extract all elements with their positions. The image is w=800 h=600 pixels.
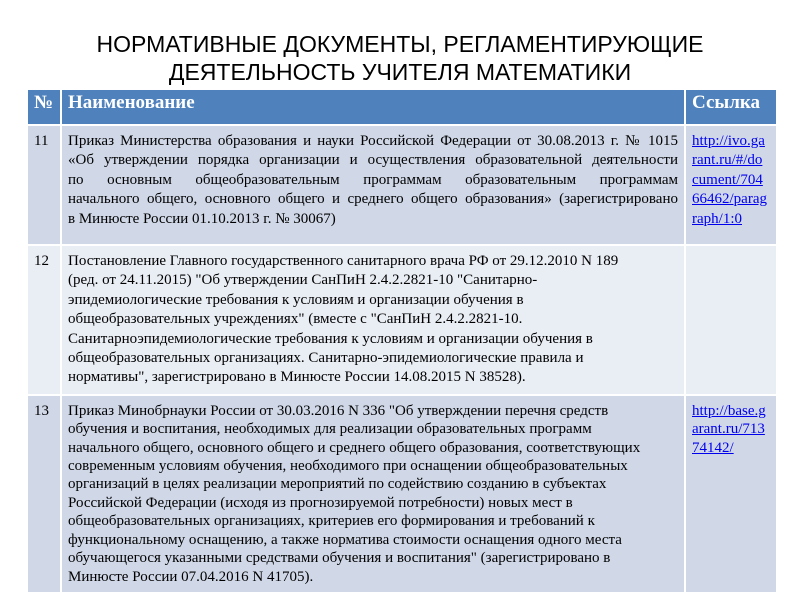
document-text-line: обучения и воспитания, необходимых для реализации образовательных программ bbox=[68, 421, 592, 438]
document-name bbox=[61, 245, 685, 395]
document-text-line: функциональному оснащению, а также норматива стоимости оснащения одного места bbox=[68, 531, 622, 548]
table-row bbox=[27, 125, 777, 245]
document-link[interactable]: raph/1:0 bbox=[692, 210, 742, 227]
document-link[interactable]: arant.ru/713 bbox=[692, 421, 765, 438]
document-name bbox=[61, 125, 685, 245]
document-link-cell bbox=[685, 245, 777, 395]
document-text-line: Российской Федерации (исходя из прогнозируемой потребности) новых мест в bbox=[68, 494, 573, 511]
documents-table bbox=[26, 88, 778, 594]
document-text-line: обучающегося указанными средствами обучения и воспитания" (зарегистрировано в bbox=[68, 550, 611, 567]
document-text-line: эпидемиологические требования к условиям и организации обучения в bbox=[68, 291, 524, 308]
document-link-cell bbox=[685, 395, 777, 593]
document-text-line: Приказ Минобрнауки России от 30.03.2016 N 336 "Об утверждении перечня средств bbox=[68, 402, 609, 419]
document-text-line: нормативы", зарегистрировано в Минюсте России 14.08.2015 N 38528). bbox=[68, 369, 526, 386]
document-text-line: начального общего, основного общего и среднего общего образования» (зарегистрировано bbox=[68, 191, 678, 208]
document-text-line: «Об утверждении порядка организации и осуществления образовательной деятельности bbox=[68, 152, 678, 169]
table-row bbox=[27, 395, 777, 593]
document-text-line: начального общего, основного общего и среднего общего образования, соответствующих bbox=[68, 439, 641, 456]
document-text-line: Минюсте России 07.04.2016 N 41705). bbox=[68, 568, 314, 585]
header-name: Наименование bbox=[61, 89, 685, 125]
row-number: 12 bbox=[27, 245, 61, 395]
document-text-line: общеобразовательных организациях. Санитарно-эпидемиологические правила и bbox=[68, 350, 584, 367]
title-line: НОРМАТИВНЫЕ ДОКУМЕНТЫ, РЕГЛАМЕНТИРУЮЩИЕ bbox=[96, 31, 704, 57]
document-name bbox=[61, 395, 685, 593]
slide-title bbox=[0, 30, 800, 86]
header-link: Ссылка bbox=[685, 89, 777, 125]
document-text-line: Санитарноэпидемиологические требования к условиям и организации обучения в bbox=[68, 330, 593, 347]
header-num: № bbox=[27, 89, 61, 125]
document-link[interactable]: 66462/parag bbox=[692, 191, 767, 208]
row-number: 11 bbox=[27, 125, 61, 245]
document-text-line: (ред. от 24.11.2015) "Об утверждении СанПиН 2.4.2.2821-10 "Санитарно- bbox=[68, 272, 538, 289]
document-text-line: в Минюсте России 01.10.2013 г. № 30067) bbox=[68, 210, 336, 227]
document-text-line: общеобразовательных организациях, критериев его формирования и требований к bbox=[68, 513, 595, 530]
document-link-cell bbox=[685, 125, 777, 245]
document-link[interactable]: http://base.g bbox=[692, 402, 766, 419]
document-text-line: Постановление Главного государственного санитарного врача РФ от 29.12.2010 N 189 bbox=[68, 253, 619, 269]
document-link[interactable]: http://ivo.ga bbox=[692, 133, 765, 149]
document-text-line: организаций в целях реализации мероприятий по содействию созданию в субъектах bbox=[68, 476, 607, 493]
document-link[interactable]: 74142/ bbox=[692, 439, 734, 456]
table-row bbox=[27, 245, 777, 395]
document-text-line: общеобразовательных учреждениях" (вместе с "СанПиН 2.4.2.2821-10. bbox=[68, 311, 523, 328]
title-line: ДЕЯТЕЛЬНОСТЬ УЧИТЕЛЯ МАТЕМАТИКИ bbox=[168, 59, 632, 85]
document-link[interactable]: rant.ru/#/do bbox=[692, 152, 763, 169]
row-number: 13 bbox=[27, 395, 61, 593]
document-text-line: по основным общеобразовательным программам образовательным программам bbox=[68, 171, 678, 188]
document-text-line: Приказ Министерства образования и науки Российской Федерации от 30.08.2013 г. № 1015 bbox=[68, 133, 678, 149]
document-link[interactable]: cument/704 bbox=[692, 171, 763, 188]
document-text-line: современным условиям обучения, необходимого при оснащении общеобразовательных bbox=[68, 458, 628, 475]
table-header-row bbox=[27, 89, 777, 125]
